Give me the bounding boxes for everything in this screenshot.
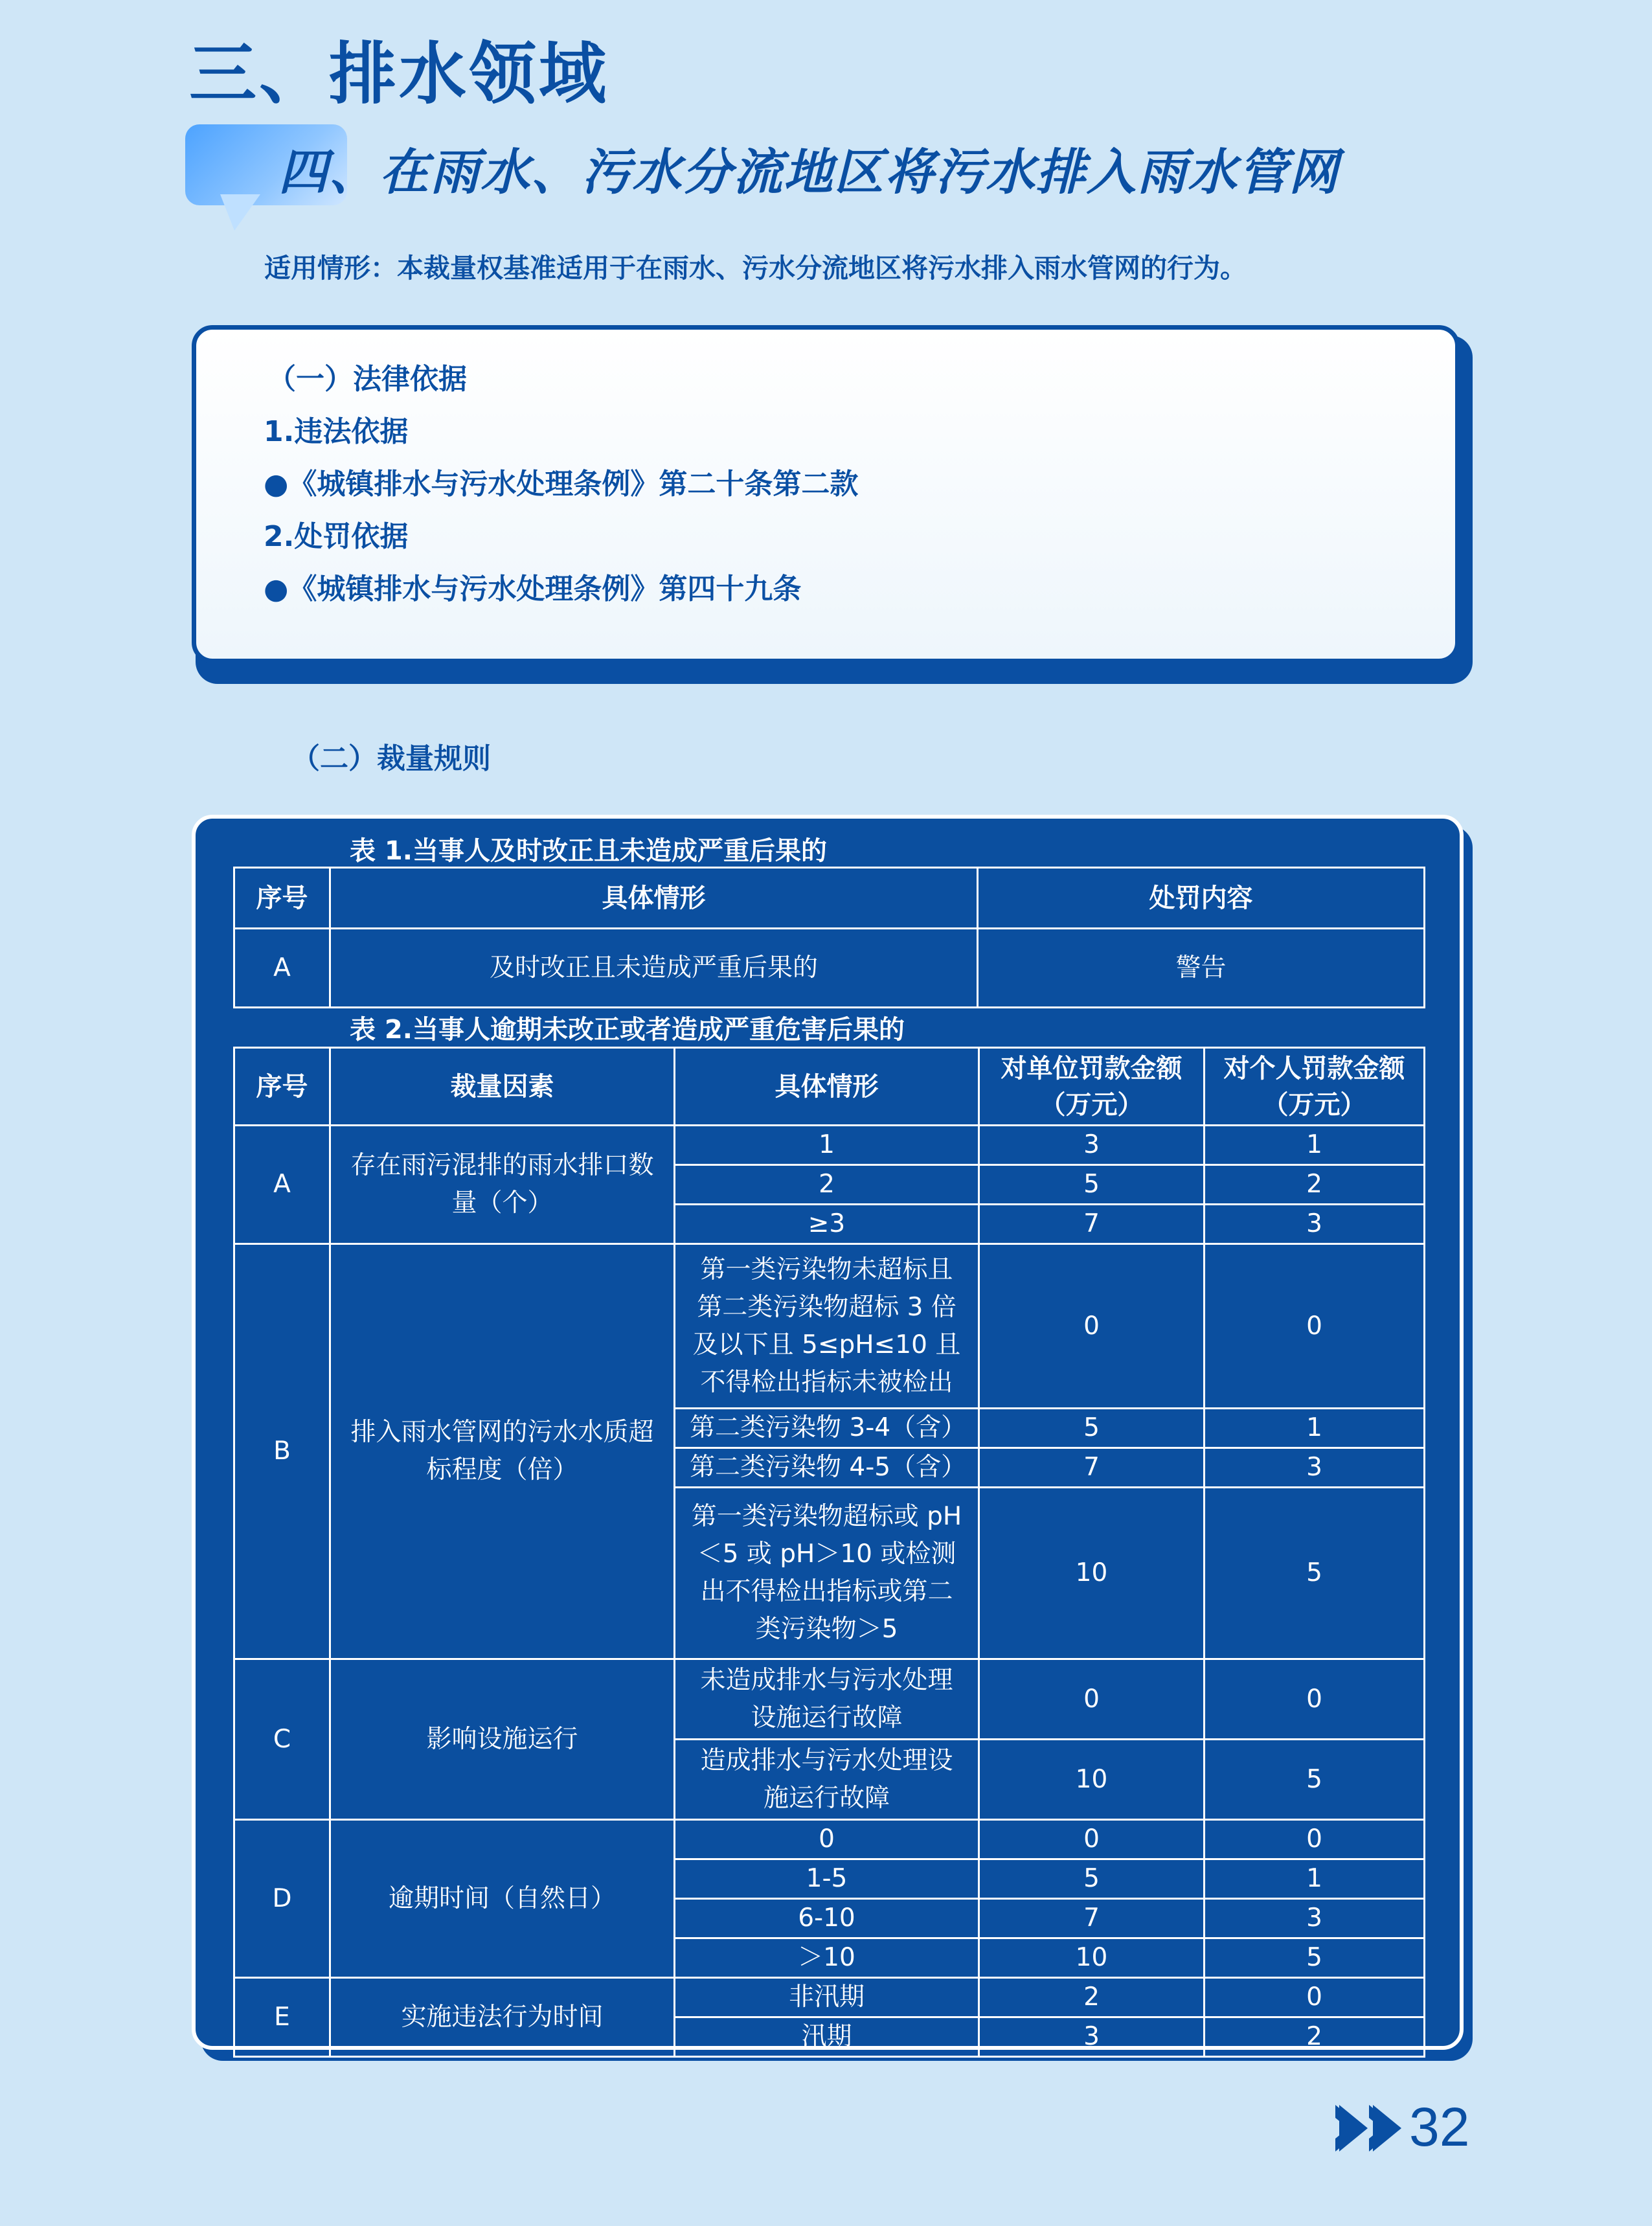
page-title: 三、排水领域 — [189, 34, 609, 113]
individual-fine-cell: 3 — [1205, 1448, 1425, 1488]
unit-fine-cell: 5 — [979, 1165, 1205, 1205]
table1 — [233, 867, 1425, 1008]
individual-fine-cell: 5 — [1205, 1488, 1425, 1659]
unit-fine-cell: 7 — [979, 1205, 1205, 1244]
situation-cell: 2 — [675, 1165, 979, 1205]
individual-fine-cell: 0 — [1205, 1978, 1425, 2017]
situation-cell: 第一类污染物未超标且第二类污染物超标 3 倍及以下且 5≤pH≤10 且不得检出指标未被检出 — [675, 1244, 979, 1409]
situation-cell: 非汛期 — [675, 1978, 979, 2017]
unit-fine-cell: 10 — [979, 1740, 1205, 1820]
table2-header: 对单位罚款金额（万元） — [979, 1048, 1205, 1126]
table-row — [234, 1820, 1425, 1859]
table1-header: 具体情形 — [330, 868, 978, 929]
table1-cell: A — [234, 929, 330, 1008]
situation-cell: 1-5 — [675, 1859, 979, 1899]
individual-fine-cell: 3 — [1205, 1205, 1425, 1244]
unit-fine-cell: 0 — [979, 1244, 1205, 1409]
table2 — [233, 1047, 1425, 2058]
table-row — [234, 1659, 1425, 1740]
situation-cell: 第一类污染物超标或 pH＜5 或 pH＞10 或检测出不得检出指标或第二类污染物＞5 — [675, 1488, 979, 1659]
group-id: E — [234, 1978, 330, 2057]
speech-bubble-tail — [220, 194, 260, 231]
situation-cell: 未造成排水与污水处理设施运行故障 — [675, 1659, 979, 1740]
table2-header: 裁量因素 — [330, 1048, 675, 1126]
situation-cell: 造成排水与污水处理设施运行故障 — [675, 1740, 979, 1820]
table-row — [234, 1244, 1425, 1409]
individual-fine-cell: 2 — [1205, 1165, 1425, 1205]
situation-cell: ≥3 — [675, 1205, 979, 1244]
situation-cell: 0 — [675, 1820, 979, 1859]
unit-fine-cell: 7 — [979, 1448, 1205, 1488]
individual-fine-cell: 5 — [1205, 1938, 1425, 1978]
unit-fine-cell: 3 — [979, 1126, 1205, 1165]
legal-item: ●《城镇排水与污水处理条例》第四十九条 — [264, 573, 802, 606]
group-factor: 实施违法行为时间 — [330, 1978, 675, 2057]
individual-fine-cell: 1 — [1205, 1409, 1425, 1448]
group-id: D — [234, 1820, 330, 1978]
situation-cell: 第二类污染物 3-4（含） — [675, 1409, 979, 1448]
situation-cell: ＞10 — [675, 1938, 979, 1978]
table-row — [234, 1126, 1425, 1165]
individual-fine-cell: 1 — [1205, 1126, 1425, 1165]
legal-item: ●《城镇排水与污水处理条例》第二十条第二款 — [264, 468, 859, 501]
situation-cell: 第二类污染物 4-5（含） — [675, 1448, 979, 1488]
applicable-scope: 适用情形：本裁量权基准适用于在雨水、污水分流地区将污水排入雨水管网的行为。 — [264, 253, 1247, 284]
situation-cell: 1 — [675, 1126, 979, 1165]
group-id: C — [234, 1659, 330, 1820]
table1-cell: 及时改正且未造成严重后果的 — [330, 929, 978, 1008]
unit-fine-cell: 2 — [979, 1978, 1205, 2017]
group-factor: 存在雨污混排的雨水排口数量（个） — [330, 1126, 675, 1244]
table1-caption: 表 1.当事人及时改正且未造成严重后果的 — [350, 836, 827, 866]
individual-fine-cell: 0 — [1205, 1659, 1425, 1740]
group-factor: 影响设施运行 — [330, 1659, 675, 1820]
table2-header: 对个人罚款金额（万元） — [1205, 1048, 1425, 1126]
rules-heading: （二）裁量规则 — [291, 742, 491, 775]
legal-item: 1.违法依据 — [264, 415, 409, 448]
individual-fine-cell: 3 — [1205, 1899, 1425, 1938]
unit-fine-cell: 10 — [979, 1488, 1205, 1659]
legal-basis-heading: （一）法律依据 — [267, 363, 467, 396]
group-factor: 逾期时间（自然日） — [330, 1820, 675, 1978]
table1-cell: 警告 — [978, 929, 1425, 1008]
table2-caption: 表 2.当事人逾期未改正或者造成严重危害后果的 — [350, 1015, 905, 1045]
legal-item: 2.处罚依据 — [264, 520, 409, 553]
legal-basis-box — [192, 325, 1460, 663]
table1-header: 序号 — [234, 868, 330, 929]
situation-cell: 6-10 — [675, 1899, 979, 1938]
table1-header: 处罚内容 — [978, 868, 1425, 929]
table2-header: 具体情形 — [675, 1048, 979, 1126]
group-factor: 排入雨水管网的污水水质超标程度（倍） — [330, 1244, 675, 1659]
individual-fine-cell: 2 — [1205, 2017, 1425, 2057]
situation-cell: 汛期 — [675, 2017, 979, 2057]
individual-fine-cell: 0 — [1205, 1820, 1425, 1859]
group-id: A — [234, 1126, 330, 1244]
individual-fine-cell: 5 — [1205, 1740, 1425, 1820]
unit-fine-cell: 0 — [979, 1820, 1205, 1859]
group-id: B — [234, 1244, 330, 1659]
section-title: 四、在雨水、污水分流地区将污水排入雨水管网 — [278, 143, 1339, 201]
individual-fine-cell: 0 — [1205, 1244, 1425, 1409]
unit-fine-cell: 10 — [979, 1938, 1205, 1978]
unit-fine-cell: 7 — [979, 1899, 1205, 1938]
double-arrow-icon — [1335, 2102, 1407, 2154]
unit-fine-cell: 5 — [979, 1409, 1205, 1448]
page-number: 32 — [1409, 2096, 1470, 2157]
table2-header: 序号 — [234, 1048, 330, 1126]
unit-fine-cell: 3 — [979, 2017, 1205, 2057]
individual-fine-cell: 1 — [1205, 1859, 1425, 1899]
table-row — [234, 1978, 1425, 2017]
unit-fine-cell: 5 — [979, 1859, 1205, 1899]
unit-fine-cell: 0 — [979, 1659, 1205, 1740]
